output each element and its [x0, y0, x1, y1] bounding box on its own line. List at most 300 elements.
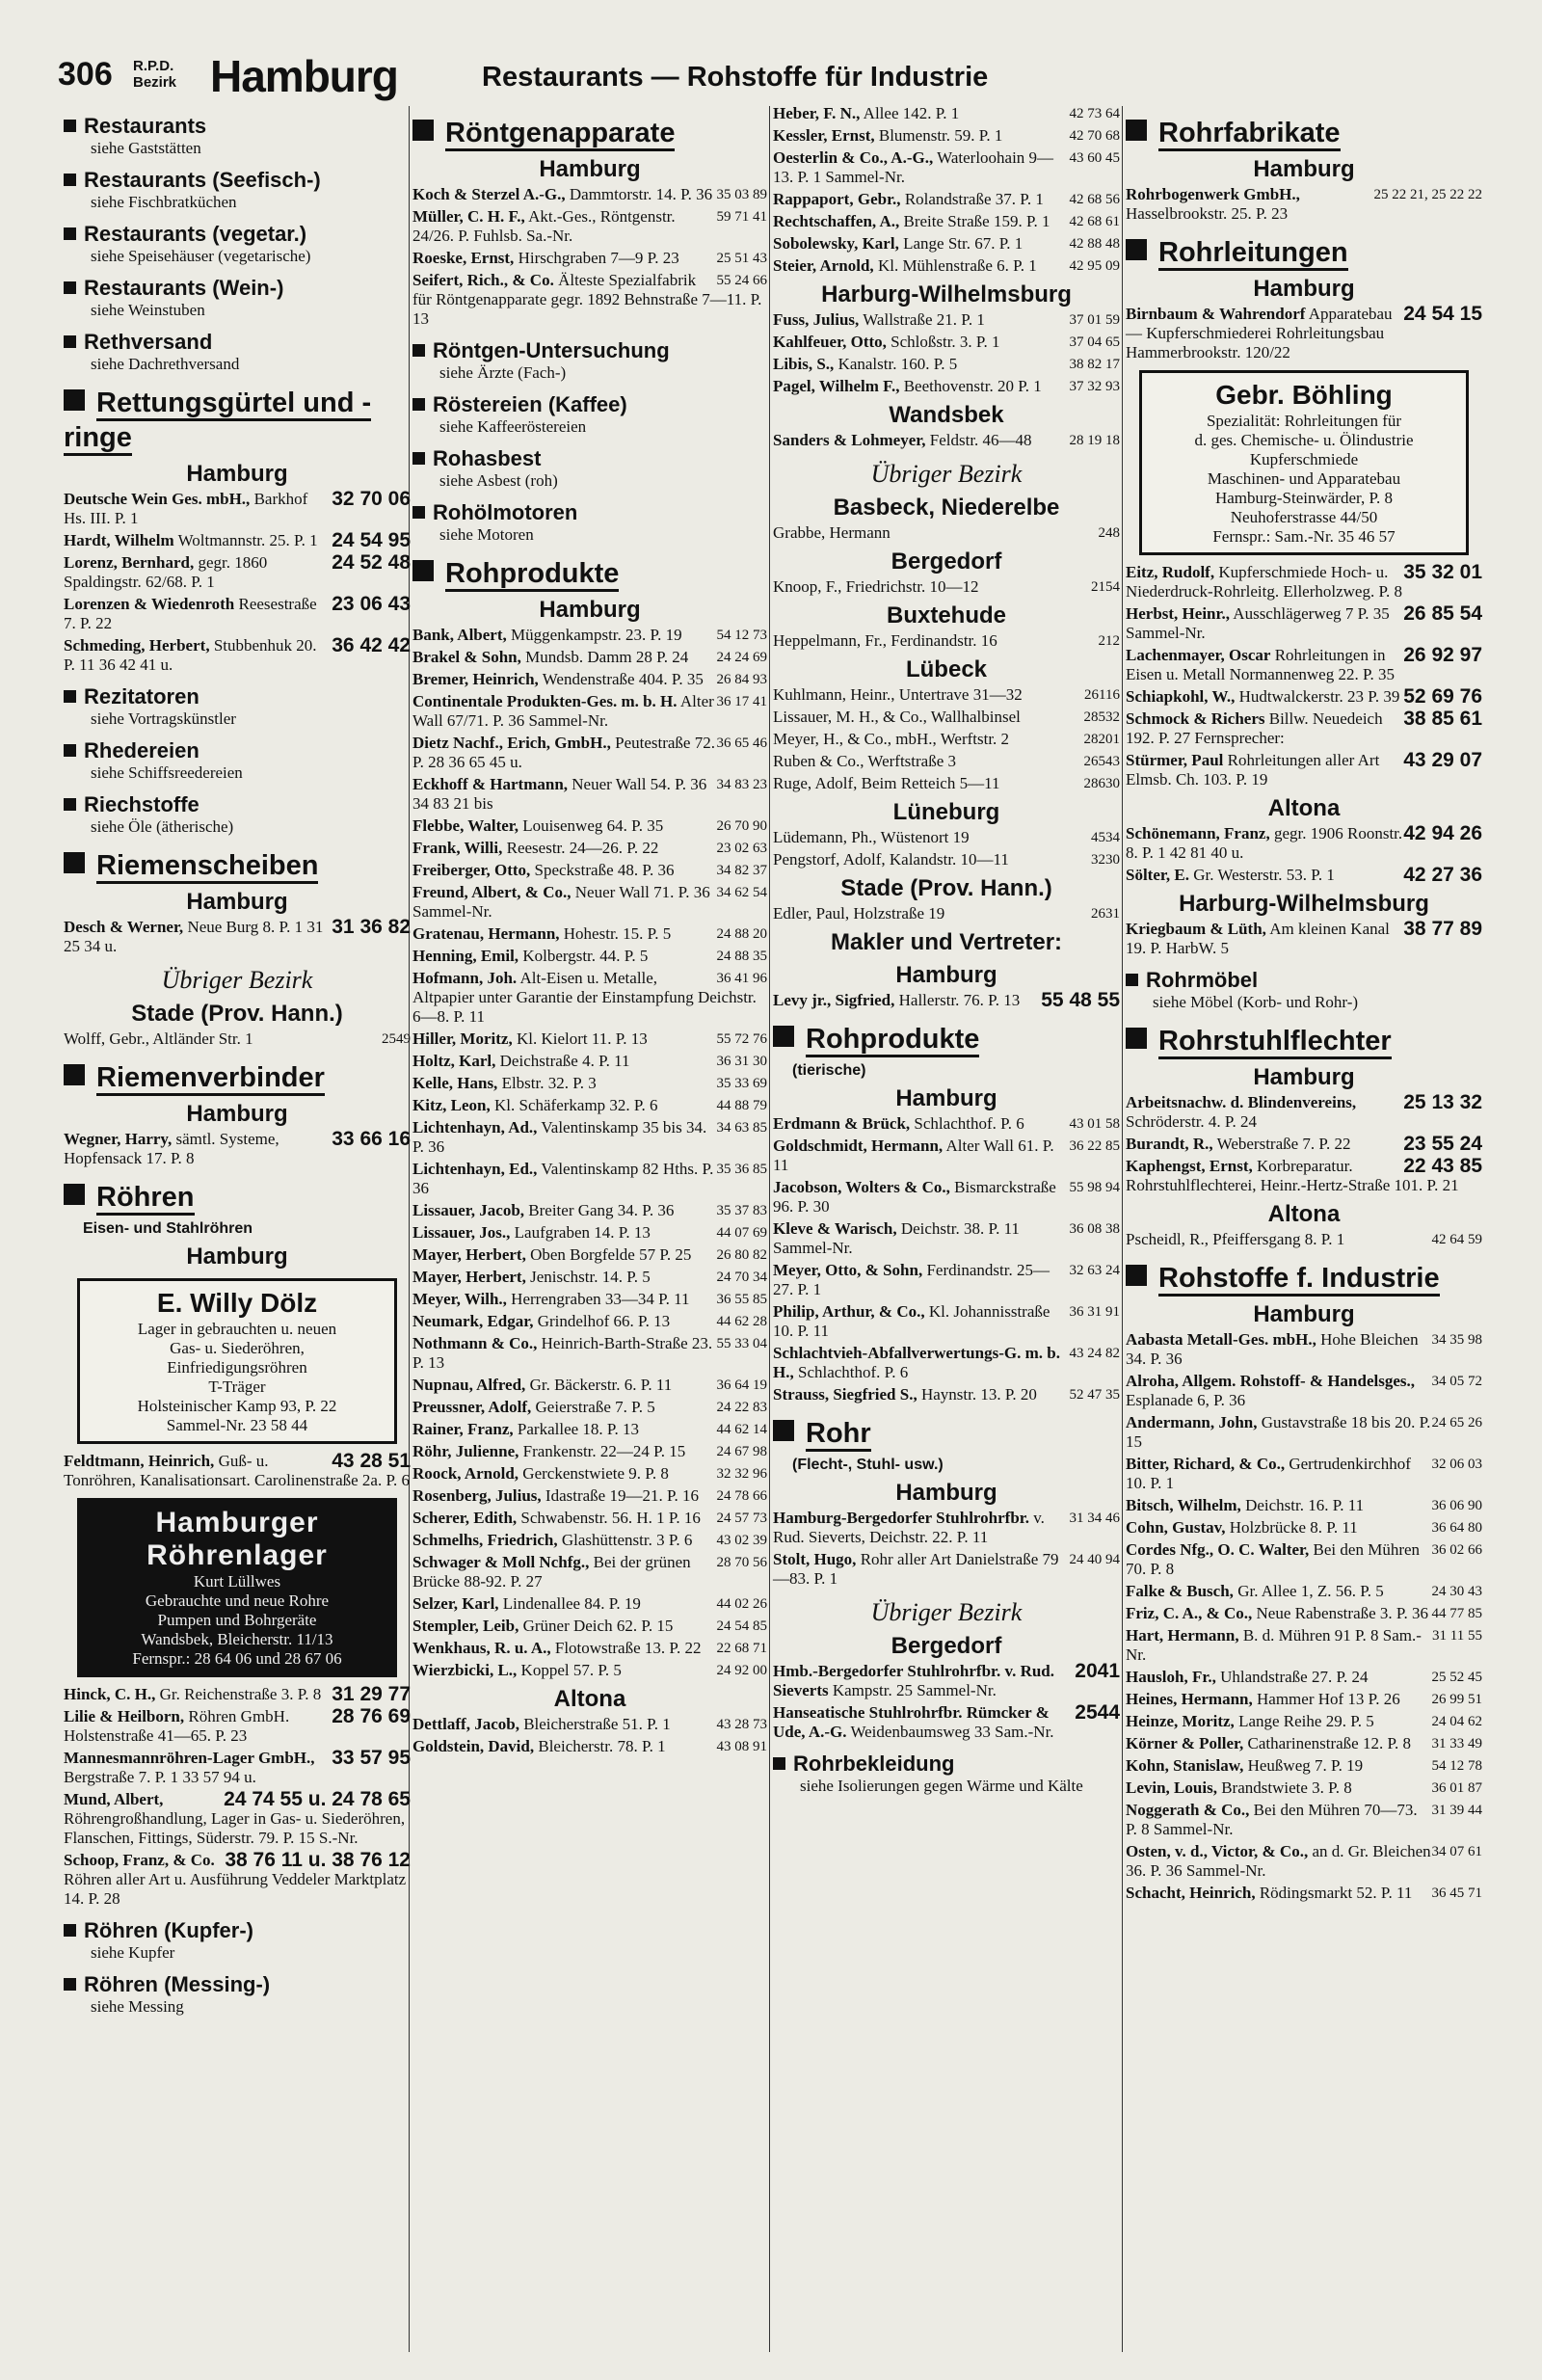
- directory-entry: [412, 883, 767, 922]
- cross-reference: siehe Motoren: [439, 525, 534, 544]
- category-heading: [64, 330, 411, 355]
- entry-name: Feldtmann, Heinrich,: [64, 1452, 215, 1470]
- directory-entry: [773, 1219, 1120, 1258]
- phone-number: 28 70 56: [716, 1555, 767, 1570]
- ad-line: Sammel-Nr. 23 58 44: [166, 1416, 308, 1434]
- directory-entry: [412, 249, 767, 268]
- entry-address: Barkhof Hs. III. P. 1: [64, 490, 308, 527]
- directory-entry: [773, 577, 1120, 597]
- entry-name: Sölter, E.: [1126, 866, 1189, 884]
- phone-number: 42 70 68: [1069, 128, 1120, 144]
- entry-name: Dettlaff, Jacob,: [412, 1715, 519, 1733]
- entry-address: Hallerstr. 76. P. 13: [898, 991, 1021, 1009]
- advertisement: [77, 1278, 397, 1444]
- directory-entry: [412, 947, 767, 966]
- entry-name: Freund, Albert, & Co.,: [412, 883, 572, 901]
- entry-name: Arbeitsnachw. d. Blindenvereins,: [1126, 1093, 1357, 1111]
- phone-number: 248: [1098, 525, 1120, 541]
- phone-number: 24 54 85: [716, 1618, 767, 1634]
- entry-address: Neue Burg 8. P. 1 31 25 34 u.: [64, 918, 324, 955]
- cross-reference: siehe Asbest (roh): [439, 471, 558, 490]
- entry-address: Flotowstraße 13. P. 22: [554, 1639, 702, 1657]
- entry-name: Libis, S.,: [773, 355, 835, 373]
- directory-entry: [64, 595, 411, 633]
- entry-address: Grabbe, Hermann: [773, 523, 891, 542]
- entry-address: Elbstr. 32. P. 3: [501, 1074, 597, 1092]
- entry-name: Körner & Poller,: [1126, 1734, 1244, 1752]
- entry-address: Edler, Paul, Holzstraße 19: [773, 904, 945, 923]
- entry-name: Lorenzen & Wiedenroth: [64, 595, 235, 613]
- entry-address: Müggenkampstr. 23. P. 19: [511, 626, 682, 644]
- phone-number: 55 72 76: [716, 1031, 767, 1047]
- directory-entry: [64, 1749, 411, 1787]
- phone-number: 33 57 95: [332, 1747, 411, 1769]
- entry-name: Kitz, Leon,: [412, 1096, 491, 1114]
- category-title: Rohprodukte: [806, 1024, 979, 1057]
- entry-name: Philip, Arthur, & Co.,: [773, 1302, 925, 1321]
- entry-name: Stempler, Leib,: [412, 1617, 519, 1635]
- entry-address: Wendenstraße 404. P. 35: [542, 670, 704, 688]
- entry-name: Bank, Albert,: [412, 626, 507, 644]
- phone-number: 24 52 48: [332, 551, 411, 574]
- entry-name: Hiller, Moritz,: [412, 1030, 513, 1048]
- directory-entry: [1126, 1884, 1482, 1903]
- entry-name: Schacht, Heinrich,: [1126, 1884, 1256, 1902]
- entry-address: Kl. Mühlenstraße 6. P. 1: [877, 256, 1037, 275]
- entry-name: Andermann, John,: [1126, 1413, 1258, 1431]
- ad-line: Einfriedigungsröhren: [167, 1358, 307, 1377]
- entry-name: Rohrbogenwerk GmbH.,: [1126, 185, 1300, 203]
- directory-entry: [412, 1617, 767, 1636]
- entry-name: Frank, Willi,: [412, 839, 503, 857]
- directory-entry: [64, 1790, 411, 1848]
- city-heading: Hamburg: [539, 156, 641, 182]
- phone-number: 2549: [382, 1031, 411, 1047]
- phone-number: 33 66 16: [332, 1128, 411, 1150]
- entry-name: Roeske, Ernst,: [412, 249, 515, 267]
- directory-entry: [412, 692, 767, 731]
- entry-address: Gr. Allee 1, Z. 56. P. 5: [1237, 1582, 1384, 1600]
- entry-address: Akt.-Ges., Röntgenstr. 24/26. P. Fuhlsb. Sa.-Nr.: [412, 207, 676, 245]
- phone-number: 36 17 41: [716, 694, 767, 709]
- category-title: Röhren: [96, 1182, 195, 1216]
- ad-line: Fernspr.: Sam.-Nr. 35 46 57: [1212, 527, 1396, 546]
- directory-entry: [773, 212, 1120, 231]
- ad-line: Fernspr.: 28 64 06 und 28 67 06: [132, 1649, 342, 1668]
- cross-reference: siehe Vortragskünstler: [91, 709, 236, 728]
- directory-entry: [412, 1160, 767, 1198]
- entry-address: Blumenstr. 59. P. 1: [878, 126, 1003, 145]
- phone-number: 2631: [1091, 906, 1120, 922]
- directory-entry: [773, 904, 1120, 923]
- phone-number: 25 22 21, 25 22 22: [1373, 187, 1482, 202]
- entry-address: Peutestraße 72. P. 28 36 65 45 u.: [412, 734, 715, 771]
- phone-number: 36 01 87: [1431, 1780, 1482, 1796]
- directory-entry: [773, 631, 1120, 651]
- directory-entry: [773, 104, 1120, 123]
- entry-name: Nothmann & Co.,: [412, 1334, 538, 1352]
- phone-number: 24 22 83: [716, 1400, 767, 1415]
- entry-address: Valentinskamp 35 bis 34. P. 36: [412, 1118, 707, 1156]
- directory-entry: [1126, 824, 1482, 863]
- entry-address: Waterloohain 9—13. P. 1 Sammel-Nr.: [773, 148, 1054, 186]
- category-heading: [773, 1022, 1120, 1056]
- category-title: Restaurants: [84, 114, 207, 138]
- entry-address: Catharinenstraße 12. P. 8: [1247, 1734, 1412, 1752]
- entry-name: Gratenau, Hermann,: [412, 924, 560, 943]
- directory-entry: [1126, 687, 1482, 707]
- entry-name: Hart, Hermann,: [1126, 1626, 1239, 1645]
- entry-name: Jacobson, Wolters & Co.,: [773, 1178, 950, 1196]
- directory-entry: [1126, 1842, 1482, 1881]
- directory-entry: [412, 839, 767, 858]
- city-heading: Harburg-Wilhelmsburg: [1179, 891, 1429, 917]
- entry-address: Deichstr. 38. P. 11 Sammel-Nr.: [773, 1219, 1020, 1257]
- entry-address: Billw. Neuedeich 192. P. 27 Fernsprecher:: [1126, 709, 1383, 747]
- phone-number: 23 02 63: [716, 841, 767, 856]
- directory-entry: [1126, 1455, 1482, 1493]
- entry-name: Cordes Nfg., O. C. Walter,: [1126, 1540, 1310, 1559]
- directory-entry: [412, 969, 767, 1027]
- phone-number: 36 22 85: [1069, 1138, 1120, 1154]
- entry-address: Breiter Gang 34. P. 36: [528, 1201, 675, 1219]
- entry-name: Erdmann & Brück,: [773, 1114, 911, 1133]
- cross-reference: siehe Isolierungen gegen Wärme und Kälte: [800, 1777, 1083, 1795]
- entry-address: Reesestraße 7. P. 22: [64, 595, 317, 632]
- advertisement: [77, 1498, 397, 1677]
- phone-number: 24 24 69: [716, 650, 767, 665]
- directory-entry: [412, 775, 767, 814]
- entry-name: Henning, Emil,: [412, 947, 519, 965]
- entry-name: Lachenmayer, Oscar: [1126, 646, 1271, 664]
- phone-number: 28 76 69: [332, 1705, 411, 1727]
- directory-entry: [64, 531, 411, 550]
- directory-entry: [773, 523, 1120, 543]
- entry-name: Kessler, Ernst,: [773, 126, 875, 145]
- category-heading: [64, 114, 411, 139]
- phone-number: 44 02 26: [716, 1596, 767, 1612]
- directory-entry: [412, 1464, 767, 1484]
- column-1: [64, 104, 411, 2017]
- entry-name: Friz, C. A., & Co.,: [1126, 1604, 1253, 1622]
- category-heading: [773, 1752, 1120, 1777]
- entry-name: Lorenz, Bernhard,: [64, 553, 195, 572]
- city-heading: Hamburg: [186, 461, 288, 487]
- phone-number: 26 85 54: [1403, 602, 1482, 625]
- entry-address: Älteste Spezialfabrik für Röntgenapparate gegr. 1892 Behnstraße 7—11. P. 13: [412, 271, 762, 328]
- phone-number: 42 73 64: [1069, 106, 1120, 121]
- entry-address: Hammer Hof 13 P. 26: [1257, 1690, 1400, 1708]
- phone-number: 22 43 85: [1403, 1155, 1482, 1177]
- phone-number: 36 08 38: [1069, 1221, 1120, 1237]
- entry-address: Laufgraben 14. P. 13: [514, 1223, 651, 1242]
- directory-entry: [773, 190, 1120, 209]
- entry-address: Gr. Reichenstraße 3. P. 8: [159, 1685, 322, 1703]
- category-heading: [773, 1416, 1120, 1451]
- directory-entry: [412, 1312, 767, 1331]
- category-heading: [412, 338, 767, 363]
- phone-number: 26 84 93: [716, 672, 767, 687]
- directory-entry: [1126, 305, 1482, 362]
- city-heading: Harburg-Wilhelmsburg: [821, 281, 1072, 308]
- directory-entry: [773, 708, 1120, 727]
- category-title: Rohrfabrikate: [1158, 118, 1341, 151]
- phone-number: 54 12 73: [716, 628, 767, 643]
- directory-entry: [773, 377, 1120, 396]
- entry-address: Lissauer, M. H., & Co., Wallhalbinsel: [773, 708, 1021, 726]
- phone-number: 32 32 96: [716, 1466, 767, 1482]
- phone-number: 43 60 45: [1069, 150, 1120, 166]
- directory-entry: [773, 730, 1120, 749]
- subcategory: (tierische): [792, 1062, 866, 1079]
- phone-number: 43 08 91: [716, 1739, 767, 1754]
- entry-name: Aabasta Metall-Ges. mbH.,: [1126, 1330, 1316, 1349]
- ad-line: Kurt Lüllwes: [193, 1572, 281, 1591]
- entry-address: Haynstr. 13. P. 20: [920, 1385, 1037, 1404]
- phone-number: 37 04 65: [1069, 334, 1120, 350]
- category-title: Rohrleitungen: [1158, 237, 1348, 271]
- phone-number: 28532: [1083, 709, 1120, 725]
- category-title: Riechstoffe: [84, 792, 199, 816]
- phone-number: 25 52 45: [1431, 1670, 1482, 1685]
- entry-name: Scherer, Edith,: [412, 1509, 518, 1527]
- phone-number: 32 70 06: [332, 488, 411, 510]
- directory-entry: [412, 924, 767, 944]
- directory-entry: [773, 850, 1120, 869]
- phone-number: 26 80 82: [716, 1247, 767, 1263]
- phone-number: 26543: [1083, 754, 1120, 769]
- directory-entry: [1126, 1626, 1482, 1665]
- ad-line: Gebrauchte und neue Rohre: [145, 1591, 330, 1610]
- directory-entry: [412, 1118, 767, 1157]
- directory-entry: [773, 234, 1120, 254]
- category-heading: [412, 500, 767, 525]
- entry-name: Heinze, Moritz,: [1126, 1712, 1235, 1730]
- entry-address: Louisenweg 64. P. 35: [522, 816, 664, 835]
- cross-reference: siehe Fischbratküchen: [91, 193, 237, 211]
- cross-reference: siehe Kupfer: [91, 1943, 175, 1962]
- entry-name: Schlachtvieh-Abfallverwertungs-G. m. b. H.,: [773, 1344, 1060, 1381]
- phone-number: 37 32 93: [1069, 379, 1120, 394]
- phone-number: 42 94 26: [1403, 822, 1482, 844]
- entry-name: Kaphengst, Ernst,: [1126, 1157, 1253, 1175]
- directory-entry: [1126, 1230, 1482, 1249]
- directory-entry: [773, 333, 1120, 352]
- phone-number: 31 29 77: [332, 1683, 411, 1705]
- entry-address: sämtl. Systeme, Hopfensack 17. P. 8: [64, 1130, 279, 1167]
- ad-line: Lager in gebrauchten u. neuen: [137, 1320, 337, 1338]
- category-heading: [64, 1180, 411, 1215]
- category-heading: [412, 392, 767, 417]
- entry-address: Lüdemann, Ph., Wüstenort 19: [773, 828, 970, 846]
- entry-address: Bismarckstraße 96. P. 30: [773, 1178, 1056, 1216]
- entry-address: gegr. 1906 Roonstr. 8. P. 1 42 81 40 u.: [1126, 824, 1403, 862]
- category-title: Röhren (Messing-): [84, 1972, 271, 1996]
- entry-address: Stubbenhuk 20. P. 11 36 42 41 u.: [64, 636, 317, 674]
- entry-name: Schmeding, Herbert,: [64, 636, 210, 655]
- entry-name: Goldstein, David,: [412, 1737, 535, 1755]
- phone-number: 55 98 94: [1069, 1180, 1120, 1195]
- entry-address: Pscheidl, R., Pfeiffersgang 8. P. 1: [1126, 1230, 1345, 1248]
- category-heading: [1126, 235, 1482, 270]
- entry-name: Herbst, Heinr.,: [1126, 604, 1230, 623]
- city-heading: Stade (Prov. Hann.): [131, 1001, 343, 1027]
- phone-number: 24 65 26: [1431, 1415, 1482, 1431]
- category-heading: [412, 116, 767, 150]
- entry-address: Knoop, F., Friedrichstr. 10—12: [773, 577, 979, 596]
- directory-entry: [1126, 1778, 1482, 1798]
- entry-name: Roock, Arnold,: [412, 1464, 519, 1483]
- phone-number: 24 78 66: [716, 1488, 767, 1504]
- ad-line: Hamburg-Steinwärder, P. 8: [1214, 489, 1394, 507]
- category-heading: [1126, 968, 1482, 993]
- entry-address: Bleicherstr. 78. P. 1: [538, 1737, 666, 1755]
- directory-entry: [64, 1452, 411, 1490]
- directory-entry: [1126, 1540, 1482, 1579]
- directory-entry: [412, 1737, 767, 1756]
- entry-name: Rappaport, Gebr.,: [773, 190, 901, 208]
- directory-entry: [64, 1030, 411, 1049]
- entry-name: Alroha, Allgem. Rohstoff- & Handelsges.,: [1126, 1372, 1416, 1390]
- category-title: Restaurants (vegetar.): [84, 222, 307, 246]
- phone-number: 36 31 30: [716, 1054, 767, 1069]
- directory-entry: [412, 1201, 767, 1220]
- directory-entry: [1126, 709, 1482, 748]
- phone-number: 32 63 24: [1069, 1263, 1120, 1278]
- ad-line: Kupferschmiede: [1249, 450, 1359, 468]
- entry-address: an d. Gr. Bleichen 36. P. 36 Sammel-Nr.: [1126, 1842, 1431, 1880]
- entry-address: Gustavstraße 18 bis 20. P. 15: [1126, 1413, 1431, 1451]
- entry-address: Rohrleitungen in Eisen u. Metall Normannenweg 22. P. 35: [1126, 646, 1396, 683]
- entry-name: Hanseatische Stuhlrohrfbr. Rümcker & Ude, A.-G.: [773, 1703, 1050, 1741]
- entry-name: Hmb.-Bergedorfer Stuhlrohrfbr. v. Rud. Sieverts: [773, 1662, 1055, 1699]
- directory-entry: [773, 1344, 1120, 1382]
- directory-entry: [412, 1290, 767, 1309]
- category-title: Röntgen-Untersuchung: [433, 338, 670, 362]
- entry-name: Bitsch, Wilhelm,: [1126, 1496, 1241, 1514]
- directory-entry: [773, 431, 1120, 450]
- phone-number: 59 71 41: [716, 209, 767, 225]
- directory-entry: [1126, 1093, 1482, 1132]
- entry-name: Sobolewsky, Karl,: [773, 234, 899, 253]
- phone-number: 36 42 42: [332, 634, 411, 656]
- city-heading: Hamburg: [1253, 1064, 1355, 1090]
- page-number: 306: [58, 56, 113, 93]
- entry-name: Desch & Werner,: [64, 918, 184, 936]
- entry-name: Goldschmidt, Hermann,: [773, 1137, 944, 1155]
- entry-address: Pengstorf, Adolf, Kalandstr. 10—11: [773, 850, 1009, 869]
- directory-entry: [412, 1398, 767, 1417]
- entry-name: Oesterlin & Co., A.-G.,: [773, 148, 934, 167]
- city-heading: Hamburg: [1253, 276, 1355, 302]
- directory-entry: [1126, 1135, 1482, 1154]
- phone-number: 24 57 73: [716, 1511, 767, 1526]
- entry-address: Ausschlägerweg 7 P. 35 Sammel-Nr.: [1126, 604, 1390, 642]
- directory-entry: [773, 1703, 1120, 1742]
- entry-name: Schiapkohl, W.,: [1126, 687, 1236, 706]
- entry-name: Wierzbicki, L.,: [412, 1661, 518, 1679]
- phone-number: 212: [1098, 633, 1120, 649]
- entry-address: Schröderstr. 4. P. 24: [1126, 1112, 1257, 1131]
- directory-entry: [1126, 1756, 1482, 1776]
- phone-number: 34 83 23: [716, 777, 767, 792]
- entry-name: Continentale Produkten-Ges. m. b. H.: [412, 692, 678, 710]
- category-title: Rezitatoren: [84, 684, 199, 709]
- entry-address: Feldstr. 46—48: [929, 431, 1032, 449]
- directory-entry: [773, 685, 1120, 705]
- phone-number: 22 68 71: [716, 1641, 767, 1656]
- city-heading: Hamburg: [895, 1480, 997, 1506]
- entry-address: Lindenallee 84. P. 19: [502, 1594, 641, 1613]
- entry-name: Kohn, Stanislaw,: [1126, 1756, 1244, 1775]
- ad-line: Gas- u. Siederöhren,: [170, 1339, 305, 1357]
- entry-name: Cohn, Gustav,: [1126, 1518, 1226, 1537]
- entry-name: Meyer, Otto, & Sohn,: [773, 1261, 923, 1279]
- directory-entry: [412, 207, 767, 246]
- phone-number: 43 24 82: [1069, 1346, 1120, 1361]
- phone-number: 24 92 00: [716, 1663, 767, 1678]
- city-heading: Bergedorf: [891, 1633, 1002, 1659]
- phone-number: 35 33 69: [716, 1076, 767, 1091]
- entry-name: Schwager & Moll Nchfg.,: [412, 1553, 590, 1571]
- phone-number: 43 28 73: [716, 1717, 767, 1732]
- directory-entry: [412, 1096, 767, 1115]
- directory-entry: [773, 1261, 1120, 1299]
- entry-address: Idastraße 19—21. P. 16: [545, 1486, 700, 1505]
- ad-title: Gebr. Böhling: [1215, 380, 1393, 410]
- entry-address: Rödingsmarkt 52. P. 11: [1259, 1884, 1413, 1902]
- entry-address: Deichstr. 16. P. 11: [1245, 1496, 1365, 1514]
- entry-address: Röhren GmbH. Holstenstraße 41—65. P. 23: [64, 1707, 290, 1745]
- phone-number: 36 45 71: [1431, 1885, 1482, 1901]
- entry-name: Hausloh, Fr.,: [1126, 1668, 1216, 1686]
- directory-entry: [773, 752, 1120, 771]
- entry-name: Osten, v. d., Victor, & Co.,: [1126, 1842, 1309, 1860]
- entry-name: Kriegbaum & Lüth,: [1126, 920, 1266, 938]
- entry-address: Wolff, Gebr., Altländer Str. 1: [64, 1030, 253, 1048]
- entry-address: Brandstwiete 3. P. 8: [1221, 1778, 1352, 1797]
- entry-address: Heußweg 7. P. 19: [1247, 1756, 1364, 1775]
- city-title: Hamburg: [210, 51, 398, 101]
- phone-number: 42 88 48: [1069, 236, 1120, 252]
- entry-address: Grüner Deich 62. P. 15: [522, 1617, 674, 1635]
- directory-entry: [412, 1594, 767, 1614]
- category-heading: [64, 792, 411, 817]
- column-divider: [769, 106, 770, 2352]
- phone-number: 26116: [1084, 687, 1120, 703]
- city-heading: Altona: [1267, 1201, 1341, 1227]
- entry-name: Steier, Arnold,: [773, 256, 874, 275]
- entry-address: Meyer, H., & Co., mbH., Werftstr. 2: [773, 730, 1010, 748]
- directory-entry: [1126, 1690, 1482, 1709]
- column-2: [412, 104, 767, 1759]
- entry-address: Am kleinen Kanal 19. P. HarbW. 5: [1126, 920, 1390, 957]
- entry-address: Hohestr. 15. P. 5: [563, 924, 672, 943]
- phone-number: 32 06 03: [1431, 1457, 1482, 1472]
- phone-number: 35 37 83: [716, 1203, 767, 1218]
- ad-line: Neuhoferstrasse 44/50: [1230, 508, 1378, 526]
- subsection-heading: Makler und Vertreter:: [830, 929, 1063, 955]
- ad-line: Wandsbek, Bleicherstr. 11/13: [141, 1630, 333, 1648]
- city-heading: Basbeck, Niederelbe: [833, 495, 1060, 521]
- category-heading: [64, 222, 411, 247]
- entry-address: Woltmannstr. 25. P. 1: [177, 531, 318, 549]
- entry-name: Schmock & Richers: [1126, 709, 1265, 728]
- directory-entry: [1126, 751, 1482, 789]
- phone-number: 35 36 85: [716, 1162, 767, 1177]
- directory-entry: [1126, 646, 1482, 684]
- city-heading: Hamburg: [895, 1085, 997, 1111]
